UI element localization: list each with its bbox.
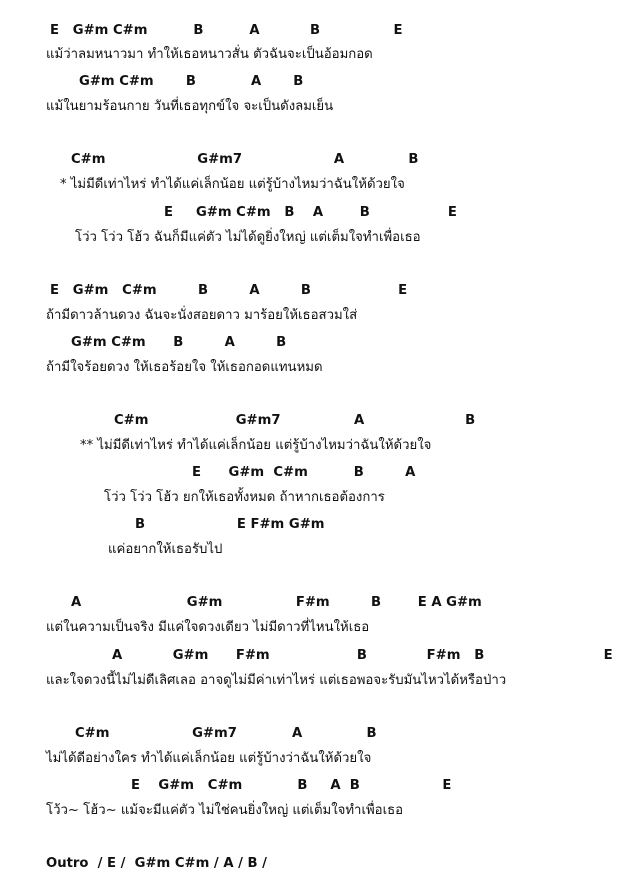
lyric-line: ถ้ามีดาวล้านดวง ฉันจะนั่งสอยดาว มาร้อยให้เธอสวมใส่ bbox=[46, 308, 358, 323]
chord-line: C#m G#m7 A B bbox=[71, 152, 419, 167]
chord-line: C#m G#m7 A B bbox=[114, 413, 476, 428]
lyric-line: แต่ในความเป็นจริง มีแค่ใจดวงเดียว ไม่มีดาวที่ไหนให้เธอ bbox=[46, 620, 370, 635]
lyric-line: และใจดวงนี้ไม่ไม่ดีเลิศเลอ อาจดูไม่มีค่าเท่าไหร่ แต่เธอพอจะรับมันไหวได้หรือป่าว bbox=[46, 673, 507, 688]
chord-line: E G#m C#m B A B E bbox=[131, 778, 452, 793]
lyric-line: ถ้ามีใจร้อยดวง ให้เธอร้อยใจ ให้เธอกอดแทนหมด bbox=[46, 360, 323, 375]
lyric-line: แม้ในยามร้อนกาย วันที่เธอทุกข์ใจ จะเป็นดังลมเย็น bbox=[46, 99, 334, 114]
chord-line: E G#m C#m B A B E bbox=[50, 283, 408, 298]
lyric-line: โว่ว โว่ว โฮ้ว ฉันก็มีแค่ตัว ไม่ได้ดูยิ่งใหญ่ แต่เต็มใจทำเพื่อเธอ bbox=[75, 230, 421, 245]
lyric-line: แม้ว่าลมหนาวมา ทำให้เธอหนาวสั่น ตัวฉันจะเป็นอ้อมกอด bbox=[46, 47, 373, 62]
chord-line: B E F#m G#m bbox=[135, 517, 325, 532]
chord-line: G#m C#m B A B bbox=[79, 74, 304, 89]
lyric-line: โว่ว โว่ว โฮ้ว ยกให้เธอทั้งหมด ถ้าหากเธอต้องการ bbox=[104, 490, 385, 505]
chord-line: E G#m C#m B A bbox=[192, 465, 416, 480]
chord-line: C#m G#m7 A B bbox=[75, 726, 377, 741]
lyric-line: ** ไม่มีดีเท่าไหร่ ทำได้แค่เล็กน้อย แต่รู้บ้างไหมว่าฉันให้ด้วยใจ bbox=[80, 438, 432, 453]
outro-line: Outro / E / G#m C#m / A / B / bbox=[46, 856, 267, 871]
chord-line: E G#m C#m B A B E bbox=[164, 205, 457, 220]
chord-line: A G#m F#m B E A G#m bbox=[71, 595, 482, 610]
chord-line: E G#m C#m B A B E bbox=[50, 23, 403, 38]
lyric-line: โว้ว~ โฮ้ว~ แม้จะมีแค่ตัว ไม่ใช่คนยิ่งใหญ่ แต่เต็มใจทำเพื่อเธอ bbox=[46, 803, 404, 818]
chord-line: A G#m F#m B F#m B E bbox=[112, 648, 613, 663]
lyric-line: ไม่ได้ดีอย่างใคร ทำได้แค่เล็กน้อย แต่รู้บ้างว่าฉันให้ด้วยใจ bbox=[46, 751, 372, 766]
lyric-line: * ไม่มีดีเท่าไหร่ ทำได้แค่เล็กน้อย แต่รู้บ้างไหมว่าฉันให้ด้วยใจ bbox=[60, 177, 405, 192]
chord-line: G#m C#m B A B bbox=[71, 335, 287, 350]
lyric-line: แค่อยากให้เธอรับไป bbox=[108, 542, 223, 557]
